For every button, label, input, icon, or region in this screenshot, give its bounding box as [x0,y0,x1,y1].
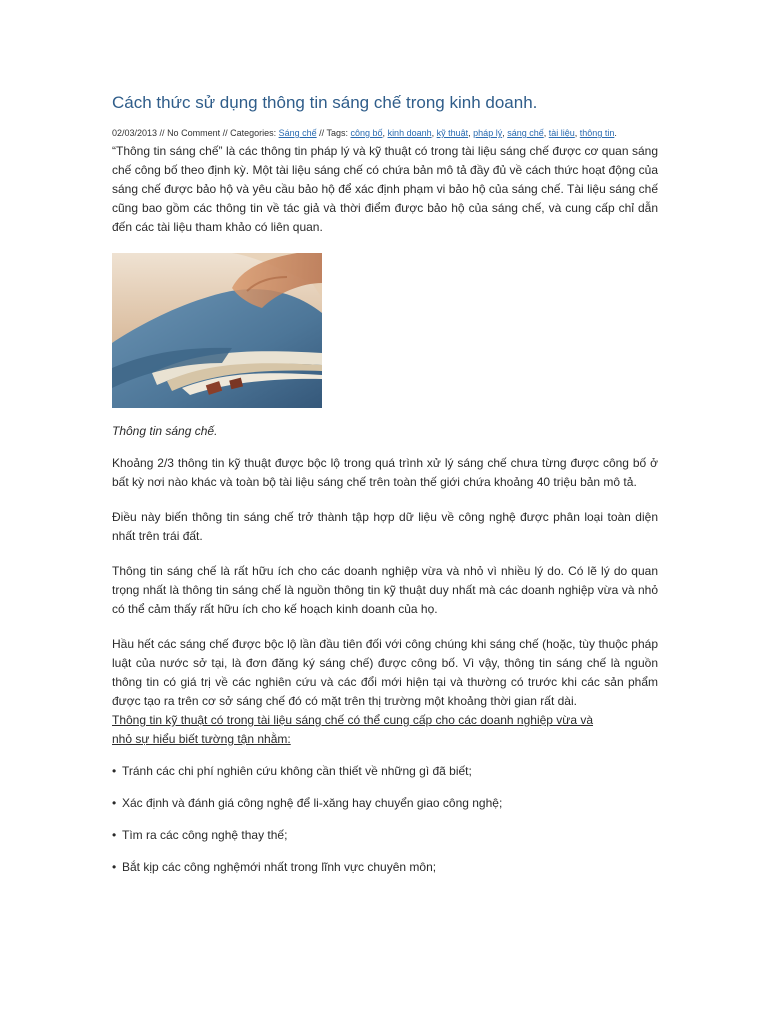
tag-link[interactable]: thông tin [579,128,615,138]
bullet-icon: • [112,828,117,842]
list-item: • Tránh các chi phí nghiên cứu không cần thiết về những gì đã biết; [112,762,658,781]
tags-label: Tags: [326,128,351,138]
image-caption: Thông tin sáng chế. [112,424,218,438]
bullet-icon: • [112,764,117,778]
category-link[interactable]: Sáng chế [278,128,317,138]
bullet-icon: • [112,860,117,874]
comment-count: No Comment [167,128,221,138]
article [112,92,658,877]
tag-link[interactable]: công bố [350,128,383,138]
body-paragraph-3: Thông tin sáng chế là rất hữu ích cho các doanh nghiệp vừa và nhỏ vì nhiều lý do. Có lẽ lý do quan trọng nhất là thông tin sáng chế là nguồn thông tin kỹ thuật duy nhất mà các doanh nghiệp vừa và nhỏ có thể cảm thấy rất hữu ích cho kế hoạch kinh doanh của họ. [112,564,658,616]
intro-paragraph: “Thông tin sáng chế” là các thông tin pháp lý và kỹ thuật có trong tài liệu sáng chế được cơ quan sáng chế công bố theo định kỳ. Một tài liệu sáng chế có chứa bản mô tả đầy đủ về cách thức hoạt động của sáng chế được bảo hộ và yêu cầu bảo hộ để xác định phạm vi bảo hộ của sáng chế. Tài liệu sáng chế cũng bao gồm các thông tin về tác giả và thời điểm được bảo hộ của sáng chế, và cung cấp chỉ dẫn đến các tài liệu tham khảo có liên quan. [112,144,658,234]
body-paragraph-2: Điều này biến thông tin sáng chế trở thành tập hợp dữ liệu về công nghệ được phân loại toàn diện nhất trên trái đất. [112,510,658,543]
body-paragraph-4: Hầu hết các sáng chế được bộc lộ lần đầu tiên đối với công chúng khi sáng chế (hoặc, tùy thuộc pháp luật của nước sở tại, là đơn đăng ký sáng chế) được công bố. Vì vậy, thông tin sáng chế là nguồn thông tin có giá trị về các nghiên cứu và các đổi mới hiện tại và thường có trước khi các sản phẩm được tạo ra trên cơ sở sáng chế đó có mặt trên thị trường một khoảng thời gian rất dài. [112,637,658,708]
list-item: • Bắt kịp các công nghệmới nhất trong lĩnh vực chuyên môn; [112,858,658,877]
benefit-list [112,762,658,877]
folder-photo-illustration [112,253,322,408]
article-photo [112,253,322,408]
tag-link[interactable]: pháp lý [473,128,503,138]
tag-link[interactable]: tài liệu [548,128,575,138]
article-title: Cách thức sử dụng thông tin sáng chế trong kinh doanh. [112,93,538,112]
tag-link[interactable]: kinh doanh [387,128,432,138]
tag-link[interactable]: kỹ thuật [436,128,469,138]
tag-link[interactable]: sáng chế [507,128,544,138]
section-subheading-line-1: Thông tin kỹ thuật có trong tài liệu sáng chế có thể cung cấp cho các doanh nghiệp vừa và [112,713,594,727]
categories-label: Categories: [230,128,279,138]
bullet-icon: • [112,796,117,810]
section-subheading-line-2: nhỏ sự hiểu biết tường tận nhằm: [112,732,291,746]
body-paragraph-1: Khoảng 2/3 thông tin kỹ thuật được bộc lộ trong quá trình xử lý sáng chế chưa từng được công bố ở bất kỳ nơi nào khác và toàn bộ tài liệu sáng chế trên toàn thế giới chứa khoảng 40 triệu bản mô tả. [112,456,658,489]
post-meta: 02/03/2013 // No Comment // Categories: Sáng chế // Tags: công bố, kinh doanh, kỹ thuật, pháp lý, sáng chế, tài liệu, thông tin. [112,128,617,138]
post-date: 02/03/2013 [112,128,158,138]
list-item: • Tìm ra các công nghệ thay thế; [112,826,658,845]
list-item: • Xác định và đánh giá công nghệ để li-xăng hay chuyển giao công nghệ; [112,794,658,813]
